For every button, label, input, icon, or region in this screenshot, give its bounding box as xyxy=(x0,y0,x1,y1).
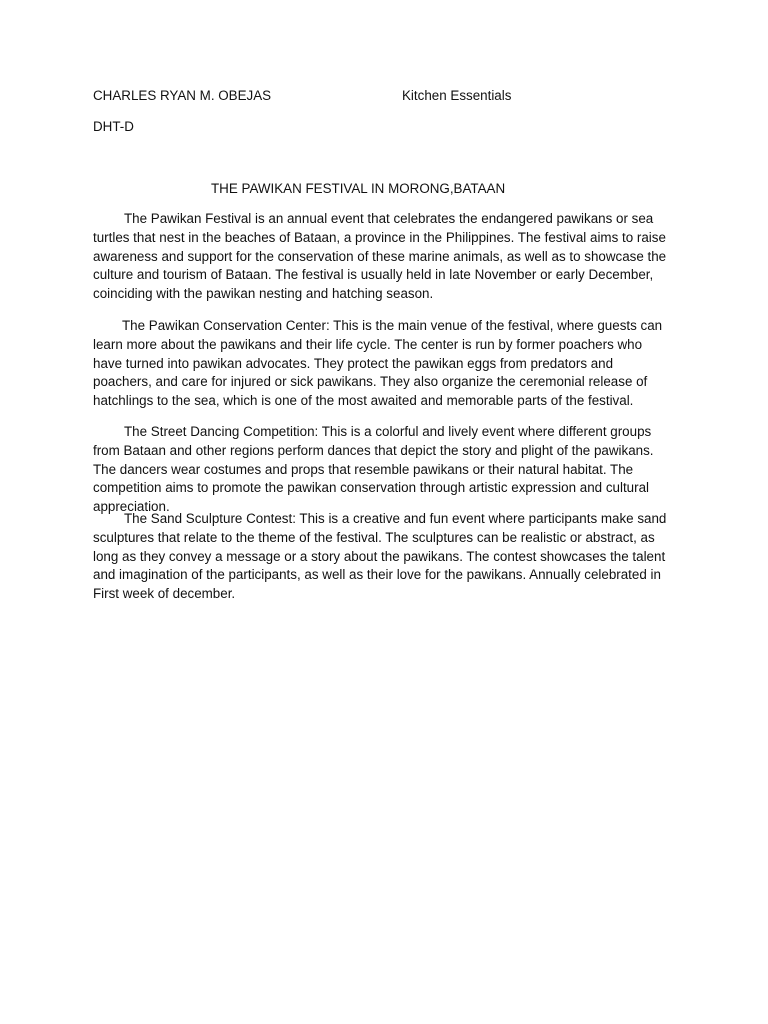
paragraph-conservation-center xyxy=(93,317,673,411)
paragraph-intro xyxy=(93,210,673,304)
paragraph-street-dancing xyxy=(93,423,673,517)
paragraph-text: The Pawikan Festival is an annual event that celebrates the endangered pawikans or sea turtles that nest in the beaches of Bataan, a province in the Philippines. The festival aims to raise awareness and support for the conservation of these marine animals, as well as to showcase the culture and tourism of Bataan. The festival is usually held in late November or early December, coinciding with the pawikan nesting and hatching season. xyxy=(93,211,667,302)
paragraph-text: The Street Dancing Competition: This is a colorful and lively event where different groups from Bataan and other regions perform dances that depict the story and plight of the pawikans. The dancers wear costumes and props that resemble pawikans or their natural habitat. The competition aims to promote the pawikan conservation through artistic expression and cultural appreciation. xyxy=(93,424,654,515)
paragraph-text: The Sand Sculpture Contest: This is a creative and fun event where participants make sand sculptures that relate to the theme of the festival. The sculptures can be realistic or abstract, as long as they convey a message or a story about the pawikans. The contest showcases the talent and imagination of the participants, as well as their love for the pawikans. Annually celebrated in First week of december. xyxy=(93,511,667,602)
author-name: CHARLES RYAN M. OBEJAS xyxy=(93,88,272,103)
document-title: THE PAWIKAN FESTIVAL IN MORONG,BATAAN xyxy=(211,181,506,196)
paragraph-sand-sculpture xyxy=(93,510,673,604)
paragraph-text: The Pawikan Conservation Center: This is the main venue of the festival, where guests can learn more about the pawikans and their life cycle. The center is run by former poachers who have turned into pawikan advocates. They protect the pawikan eggs from predators and poachers, and care for injured or sick pawikans. They also organize the ceremonial release of hatchlings to the sea, which is one of the most awaited and memorable parts of the festival. xyxy=(93,318,663,409)
course-name: Kitchen Essentials xyxy=(402,88,512,103)
section-label: DHT-D xyxy=(93,119,134,134)
